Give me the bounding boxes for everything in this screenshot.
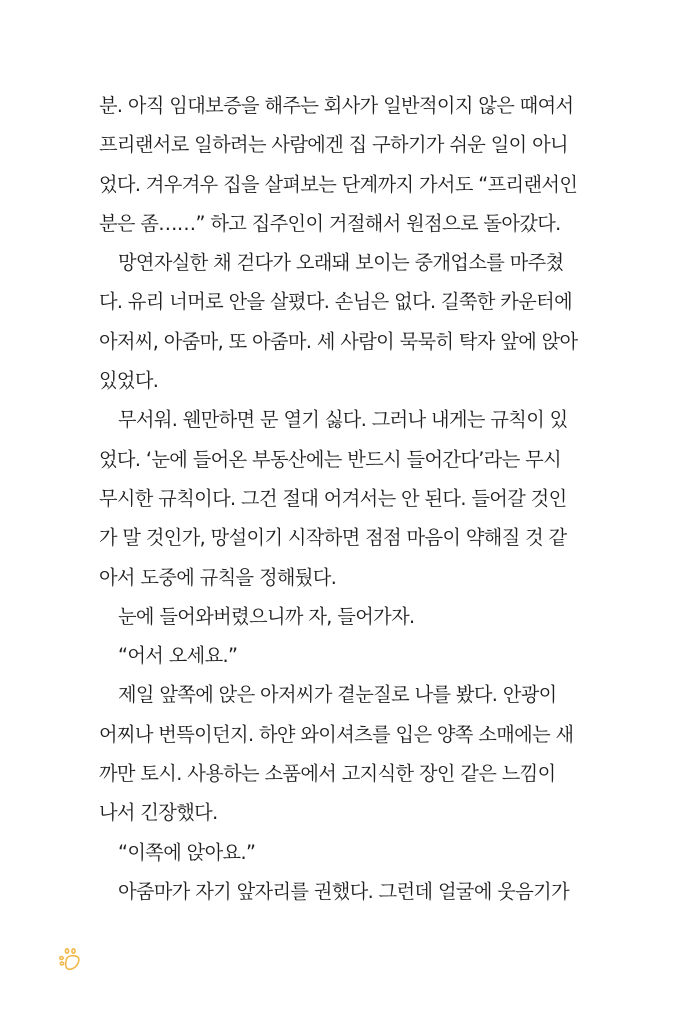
text-line: 아줌마가 자기 앞자리를 권했다. 그런데 얼굴에 웃음기가 [118,879,570,903]
text-line: 분은 좀……” 하고 집주인이 거절해서 원점으로 돌아갔다. [99,211,561,235]
text-line: 무시한 규칙이다. 그건 절대 어겨서는 안 된다. 들어갈 것인 [99,486,567,510]
text-line: 어찌나 번뜩이던지. 하얀 와이셔츠를 입은 양쪽 소매에는 새 [99,722,574,746]
text-line: 다. 유리 너머로 안을 살폈다. 손님은 없다. 길쭉한 카운터에 [99,290,572,314]
text-line: 나서 긴장했다. [99,801,218,825]
text-line: “어서 오세요.” [118,644,238,668]
text-line: 눈에 들어와버렸으니까 자, 들어가자. [118,604,415,628]
text-line: 었다. 겨우겨우 집을 살펴보는 단계까지 가서도 “프리랜서인 [99,172,578,196]
text-line: 아저씨, 아줌마, 또 아줌마. 세 사람이 묵묵히 탁자 앞에 앉아 [99,329,578,353]
text-line: 제일 앞쪽에 앉은 아저씨가 곁눈질로 나를 봤다. 안광이 [118,683,557,707]
text-line: 망연자실한 채 걷다가 오래돼 보이는 중개업소를 마주쳤 [118,251,564,275]
text-line: 까만 토시. 사용하는 소품에서 고지식한 장인 같은 느낌이 [99,762,556,786]
text-line: 가 말 것인가, 망설이기 시작하면 점점 마음이 약해질 것 같 [99,526,567,550]
text-line: 아서 도중에 규칙을 정해뒀다. [99,565,337,589]
text-line: 분. 아직 임대보증을 해주는 회사가 일반적이지 않은 때여서 [99,94,574,117]
text-line: “이쪽에 앉아요.” [118,840,256,864]
text-line: 무서워. 웬만하면 문 열기 싫다. 그러나 내게는 규칙이 있 [118,408,568,432]
text-line: 있었다. [99,369,159,393]
text-line: 프리랜서로 일하려는 사람에겐 집 구하기가 쉬운 일이 아니 [99,133,568,157]
paw-print-icon [58,947,84,973]
text-line: 었다. ‘눈에 들어온 부동산에는 반드시 들어간다’라는 무시 [99,447,561,471]
page-body-text [99,86,589,911]
